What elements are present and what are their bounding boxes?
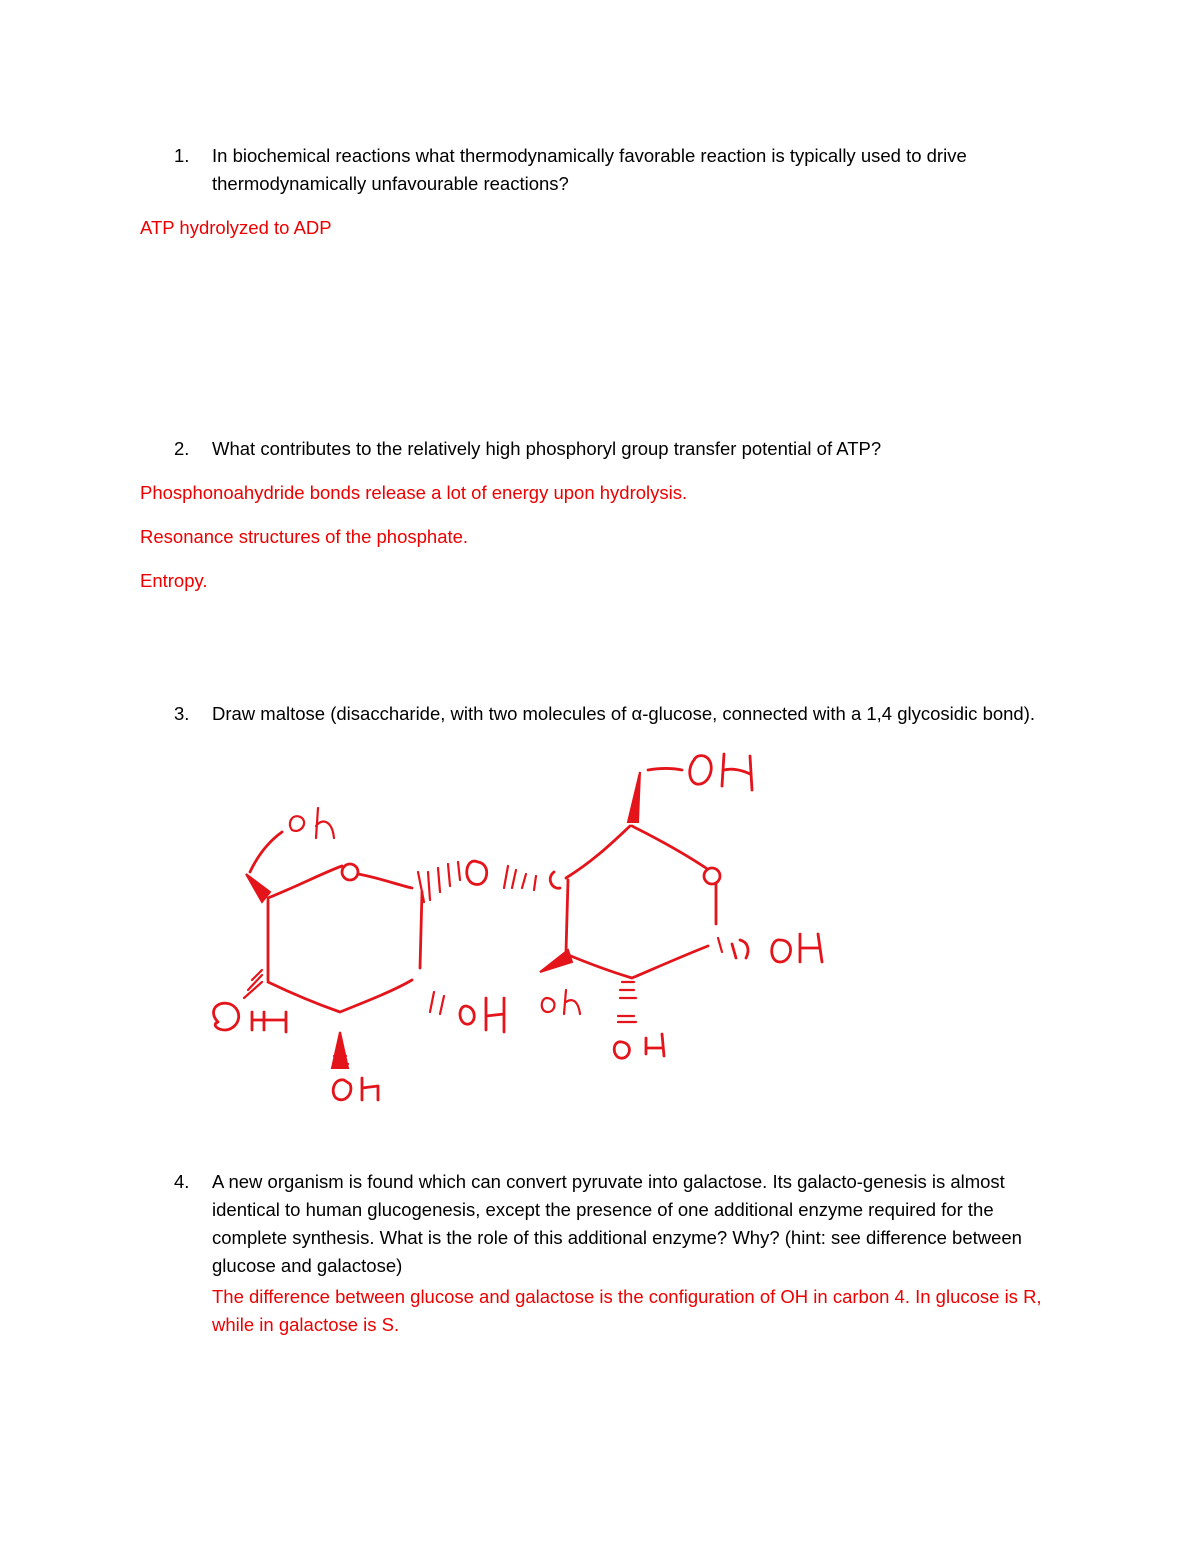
- left-glucose-ring: [214, 808, 422, 1100]
- answer-2a: Phosphonoahydride bonds release a lot of energy upon hydrolysis.: [140, 482, 688, 503]
- answer-2c: Entropy.: [140, 570, 208, 591]
- question-text: Draw maltose (disaccharide, with two molecules of α-glucose, connected with a 1,4 glycosidic bond).: [212, 703, 1036, 724]
- question-number: 4.: [174, 1171, 190, 1192]
- question-number: 3.: [174, 703, 190, 724]
- question-text: What contributes to the relatively high phosphoryl group transfer potential of ATP?: [212, 438, 882, 459]
- question-number: 1.: [174, 145, 190, 166]
- question-text: In biochemical reactions what thermodynamically favorable reaction is typically used to drive thermodynamically unfavourable reactions?: [212, 145, 967, 194]
- answer-4: The difference between glucose and galactose is the configuration of OH in carbon 4. In glucose is R, while in galactose is S.: [212, 1286, 1042, 1335]
- right-glucose-ring: [540, 754, 822, 1058]
- glycosidic-bond: [418, 861, 560, 1032]
- question-text: A new organism is found which can convert pyruvate into galactose. Its galacto-genesis is almost identical to human glucogenesis, except the presence of one additional enzyme required for the complete synthesis. What is the role of this additional enzyme? Why? (hint: see difference between glucose and galactose): [212, 1171, 1022, 1276]
- answer-1: ATP hydrolyzed to ADP: [140, 217, 332, 238]
- answer-2b: Resonance structures of the phosphate.: [140, 526, 469, 547]
- question-number: 2.: [174, 438, 190, 459]
- question-4: [174, 1168, 1054, 1288]
